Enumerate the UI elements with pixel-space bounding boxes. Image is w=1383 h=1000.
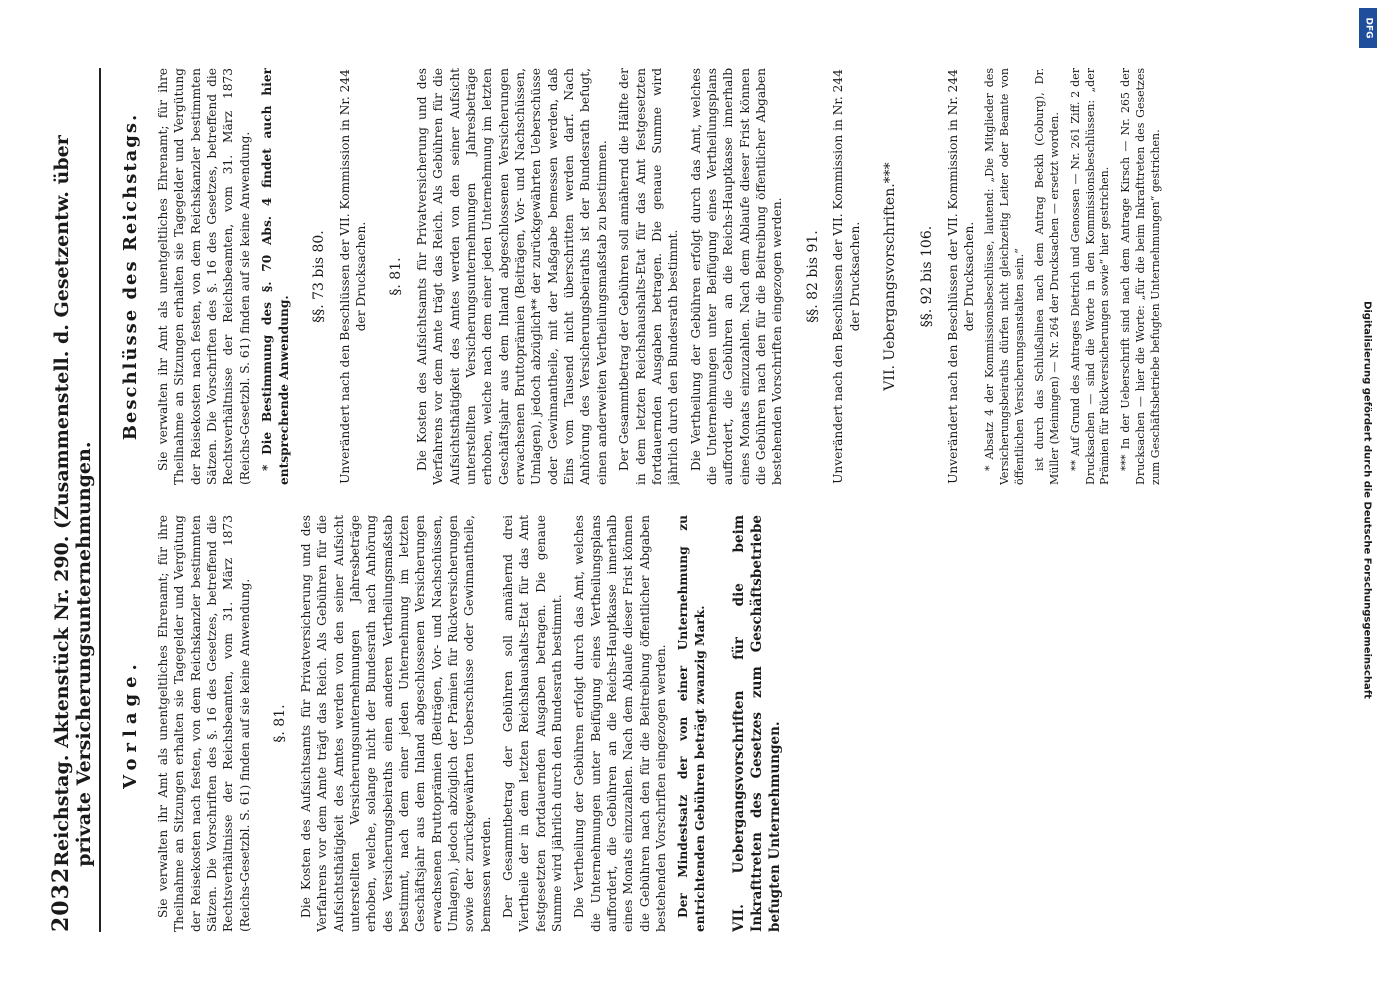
right-paragraph-1b: * Die Bestimmung des §. 70 Abs. 4 findet auch hier entsprechende Anwendung. [260,68,291,485]
right-column-beschluesse [111,68,1335,485]
left-paragraph-2: Die Kosten des Aufsichtsamts für Privatversicherung und des Verfahrens vor dem Amte trägt das Reich. Als Gebühren für die Aufsichtsthätigkeit des Amtes werden von den seiner Aufsicht unterstellten Versicherungsunternehmungen Jahresbeträge erhoben, welche, solange nicht der Bundesrath nach Anhörung des Versicherungsbeiraths einen anderen Vertheilungsmaßstab bestimmt, nach dem einer jeden Unternehmung im letzten Geschäftsjahr aus dem Inland abgeschlossenen Versicherungen erwachsenen Bruttoprämien (Beiträgen, Vor- und Nachschüssen, Umlagen), jedoch abzüglich der Prämien für Rückversicherungen sowie der zurückgewährten Ueberschüsse oder Gewinnantheile, bemessen werden. [298,515,493,932]
left-heading: Vorlage. [120,658,141,789]
footnote-2: ** Auf Grund des Antrages Dietrich und Genossen — Nr. 261 Ziff. 2 der Drucksachen — sind die Worte in den Kommissionsbeschlüssen: „der Prämien für Rückversicherungen sowie“ hier gestrichen. [1068,68,1112,485]
footnote-1: * Absatz 4 der Kommissionsbeschlüsse, lautend: „Die Mitglieder des Versicherungsbeiraths dürfen nicht gleichzeitig Leiter oder Beamte von öffentlichen Versicherungsanstalten sein.“ [983,68,1026,485]
document-page [30,40,1330,960]
page-title: Reichstag. Aktenstück Nr. 290. (Zusammenstell. d. Gesetzentw. über private Versicherungsunternehmungen. [51,135,95,867]
left-column-vorlage [111,515,1335,932]
right-section-81: §. 81. [388,257,405,296]
left-section-81: §. 81. [272,704,289,743]
page-header [48,68,101,932]
rotated-sheet [40,50,1320,950]
credit-text: Digitalisierung gefördert durch die Deutsche Forschungsgemeinschaft [1361,301,1373,699]
right-unchanged-2: Unverändert nach den Beschlüssen der VII. Kommission in Nr. 244 der Drucksachen. [831,69,862,484]
left-paragraph-3: Der Gesammtbetrag der Gebühren soll annähernd drei Viertheile der in dem letzten Reichshaushalts-Etat für das Amt festgesetzten fortdauernden Ausgaben betragen. Die genaue Summe wird jährlich durch den Bundesrath bestimmt. [501,515,565,932]
right-paragraph-3: Der Gesammtbetrag der Gebühren soll annähernd die Hälfte der in dem letzten Reichshaushalts-Etat für das Amt festgesetzten fortdauernden Ausgaben betragen. Die genaue Summe wird jährlich durch den Bundesrath bestimmt. [617,68,681,485]
left-paragraph-1: Sie verwalten ihr Amt als unentgeltliches Ehrenamt; für ihre Theilnahme an Sitzungen erhalten sie Tagegelder und Vergütung der Reisekosten nach festen, von dem Reichskanzler bestimmten Sätzen. Die Vorschriften des §. 16 des Gesetzes, betreffend die Rechtsverhältnisse der Reichsbeamten, vom 31. März 1873 (Reichs-Gesetzbl. S. 61) finden auf sie keine Anwendung. [156,515,252,932]
left-paragraph-4: Die Vertheilung der Gebühren erfolgt durch das Amt, welches die Unternehmungen unter Beifügung eines Vertheilungsplans auffordert, die Gebühren an die Reichs-Hauptkasse innerhalb eines Monats einzuzahlen. Nach dem Ablaufe dieser Frist können die Gebühren nach den für die Beitreibung öffentlicher Abgaben bestehenden Vorschriften eingezogen werden. [572,515,669,932]
page-number: 2032 [48,866,74,932]
right-section-73-80: §§. 73 bis 80. [310,230,327,323]
right-section-92-106: §§. 92 bis 106. [918,225,935,328]
right-paragraph-2: Die Kosten des Aufsichtsamts für Privatversicherung und des Verfahrens vor dem Amte trägt das Reich. Als Gebühren für die Aufsichtsthätigkeit des Amtes werden von den seiner Aufsicht unterstellten Versicherungsunternehmungen Jahresbeträge erhoben, welche nach dem einer jeden Unternehmung im letzten Geschäftsjahr aus dem Inland abgeschlossenen Versicherungen erwachsenen Bruttoprämien (Beiträgen, Vor- und Nachschüssen, Umlagen), jedoch abzüglich** der zurückgewährten Ueberschüsse oder Gewinnantheile, mit der Maßgabe bemessen werden, daß Eins vom Tausend nicht überschritten werden darf. Nach Anhörung des Versicherungsbeiraths ist der Bundesrath befugt, einen anderweiten Vertheilungsmaßstab zu bestimmen. [415,68,609,485]
left-paragraph-5: Der Mindestsatz der von einer Unternehmung zu entrichtenden Gebühren beträgt zwanzig Mark. [676,515,707,932]
right-paragraph-1: Sie verwalten ihr Amt als unentgeltliches Ehrenamt; für ihre Theilnahme an Sitzungen erhalten sie Tagegelder und Vergütung der Reisekosten nach festen, von dem Reichskanzler bestimmten Sätzen. Die Vorschriften des §. 16 des Gesetzes, betreffend die Rechtsverhältnisse der Reichsbeamten, vom 31. März 1873 (Reichs-Gesetzbl. S. 61) finden auf sie keine Anwendung. [156,68,252,485]
footnote-1b: ist durch das Schlußalinea nach dem Antrag Beckh (Coburg), Dr. Müller (Meiningen) — Nr. 264 der Drucksachen — ersetzt worden. [1033,68,1062,485]
footnote-3: *** In der Ueberschrift sind nach dem Antrage Kirsch — Nr. 265 der Drucksachen — hier die Worte: „für die beim Inkrafttreten des Gesetzes zum Geschäftsbetriebe befugten Unternehmungen“ gestrichen. [1119,68,1162,485]
right-unchanged-1: Unverändert nach den Beschlüssen der VII. Kommission in Nr. 244 der Drucksachen. [337,69,368,484]
right-section-82-91: §§. 82 bis 91. [804,230,821,323]
right-heading: Beschlüsse des Reichstags. [120,112,141,441]
dfg-logo-text: DFG [1363,17,1374,39]
right-unchanged-3: Unverändert nach den Beschlüssen der VII. Kommission in Nr. 244 der Drucksachen. [945,69,976,484]
left-heading-vii: VII. Uebergangsvorschriften für die beim Inkrafttreten des Gesetzes zum Geschäftsbetriebe befugten Unternehmungen. [731,515,784,932]
right-heading-vii: VII. Uebergangsvorschriften.*** [882,162,899,391]
right-paragraph-4: Die Vertheilung der Gebühren erfolgt durch das Amt, welches die Unternehmungen unter Beifügung eines Vertheilungsplans auffordert, die Gebühren an die Reichs-Hauptkasse innerhalb eines Monats einzuzahlen. Nach dem Ablaufe dieser Frist können die Gebühren nach den für die Beitreibung öffentlicher Abgaben bestehenden Vorschriften eingezogen werden. [688,68,785,485]
digitization-credit [1359,10,1375,990]
